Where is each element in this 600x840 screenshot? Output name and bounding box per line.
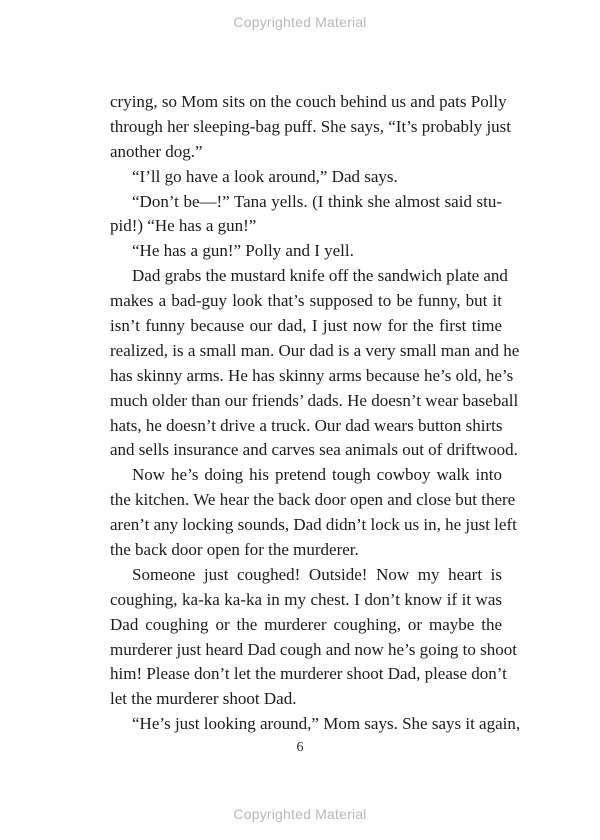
text-line: him! Please don’t let the murderer shoot Dad, please don’t bbox=[110, 664, 507, 684]
text-line: another dog.” bbox=[110, 141, 203, 161]
text-line: makes a bad-guy look that’s supposed to be funny, but it bbox=[110, 291, 502, 311]
copyright-watermark-bottom: Copyrighted Material bbox=[233, 806, 367, 822]
text-line: “He’s just looking around,” Mom says. She says it again, bbox=[132, 714, 521, 734]
text-line: crying, so Mom sits on the couch behind us and pats Polly bbox=[110, 92, 507, 111]
text-line: much older than our friends’ dads. He doesn’t wear baseball bbox=[110, 390, 519, 410]
text-line: Dad coughing or the murderer coughing, or maybe the bbox=[110, 614, 502, 634]
text-line: coughing, ka-ka ka-ka in my chest. I don’t know if it was bbox=[110, 589, 502, 609]
text-line: “Don’t be—!” Tana yells. (I think she almost said stu- bbox=[132, 191, 502, 211]
copyright-watermark-top: Copyrighted Material bbox=[233, 14, 367, 30]
text-line: Dad grabs the mustard knife off the sandwich plate and bbox=[132, 266, 508, 286]
body-text bbox=[110, 90, 521, 737]
text-line: hats, he doesn’t drive a truck. Our dad wears button shirts bbox=[110, 415, 503, 435]
text-line: Now he’s doing his pretend tough cowboy walk into bbox=[132, 465, 502, 485]
text-line: aren’t any locking sounds, Dad didn’t lock us in, he just left bbox=[110, 515, 517, 535]
text-line: pid!) “He has a gun!” bbox=[110, 216, 257, 236]
text-line: the back door open for the murderer. bbox=[110, 540, 359, 560]
text-line: murderer just heard Dad cough and now he’s going to shoot bbox=[110, 639, 517, 659]
text-line: “He has a gun!” Polly and I yell. bbox=[132, 241, 354, 261]
text-line: realized, is a small man. Our dad is a very small man and he bbox=[110, 340, 520, 360]
text-line: through her sleeping-bag puff. She says, “It’s probably just bbox=[110, 116, 512, 136]
text-line: let the murderer shoot Dad. bbox=[110, 689, 297, 709]
text-line: Someone just coughed! Outside! Now my heart is bbox=[132, 564, 502, 584]
text-line: has skinny arms. He has skinny arms because he’s old, he’s bbox=[110, 365, 514, 385]
text-line: “I’ll go have a look around,” Dad says. bbox=[132, 166, 398, 186]
text-line: isn’t funny because our dad, I just now for the first time bbox=[110, 316, 502, 336]
text-line: the kitchen. We hear the back door open and close but there bbox=[110, 490, 516, 510]
text-line: and sells insurance and carves sea animals out of driftwood. bbox=[110, 440, 518, 460]
page-number: 6 bbox=[296, 740, 304, 755]
